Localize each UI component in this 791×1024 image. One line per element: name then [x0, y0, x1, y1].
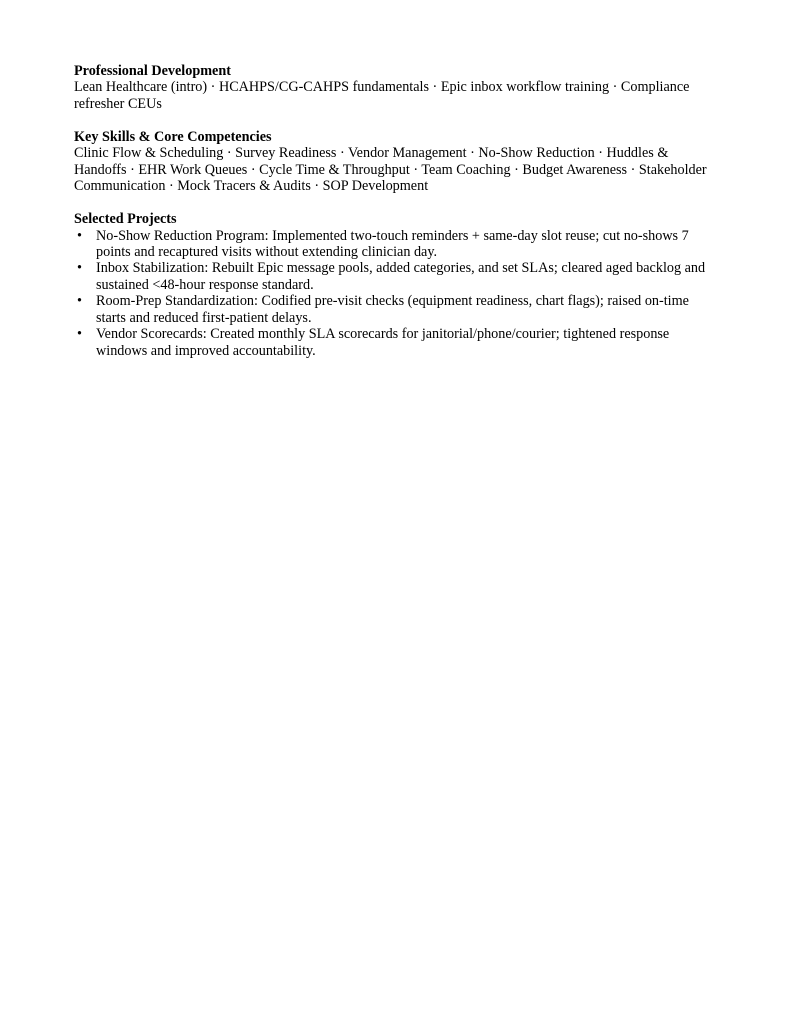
section-heading: Professional Development — [74, 63, 231, 79]
list-item — [74, 228, 716, 261]
bullet-icon: • — [77, 260, 82, 277]
projects-list — [74, 228, 716, 360]
section-heading: Key Skills & Core Competencies — [74, 128, 272, 145]
section-key-skills — [74, 129, 716, 195]
bullet-icon: • — [77, 326, 82, 343]
section-selected-projects — [74, 211, 716, 359]
list-item — [74, 293, 716, 326]
list-item-text: Inbox Stabilization: Rebuilt Epic message pools, added categories, and set SLAs; cleared aged backlog and sustained <48-hour response standard. — [96, 260, 706, 293]
list-item-text: No-Show Reduction Program: Implemented two-touch reminders + same-day slot reuse; cut no-shows 7 points and recaptured visits without extending clinician day. — [96, 227, 689, 260]
section-heading: Selected Projects — [74, 211, 177, 228]
bullet-icon: • — [77, 227, 82, 244]
list-item — [74, 326, 716, 359]
section-professional-development — [74, 63, 716, 112]
bullet-icon: • — [77, 293, 82, 310]
list-item-text: Vendor Scorecards: Created monthly SLA scorecards for janitorial/phone/courier; tightened response windows and improved accountability. — [96, 326, 670, 359]
section-body: Clinic Flow & Scheduling · Survey Readiness · Vendor Management · No-Show Reduction · Huddles & Handoffs · EHR Work Queues · Cycle Time & Throughput · Team Coaching · Budget Awareness · Stakeholder Communication · Mock Tracers & Audits · SOP Development — [74, 145, 707, 195]
list-item — [74, 260, 716, 293]
list-item-text: Room-Prep Standardization: Codified pre-visit checks (equipment readiness, chart flags); raised on-time starts and reduced first-patient delays. — [96, 293, 689, 326]
section-body: Lean Healthcare (intro) · HCAHPS/CG-CAHPS fundamentals · Epic inbox workflow training · Compliance refresher CEUs — [74, 79, 690, 112]
